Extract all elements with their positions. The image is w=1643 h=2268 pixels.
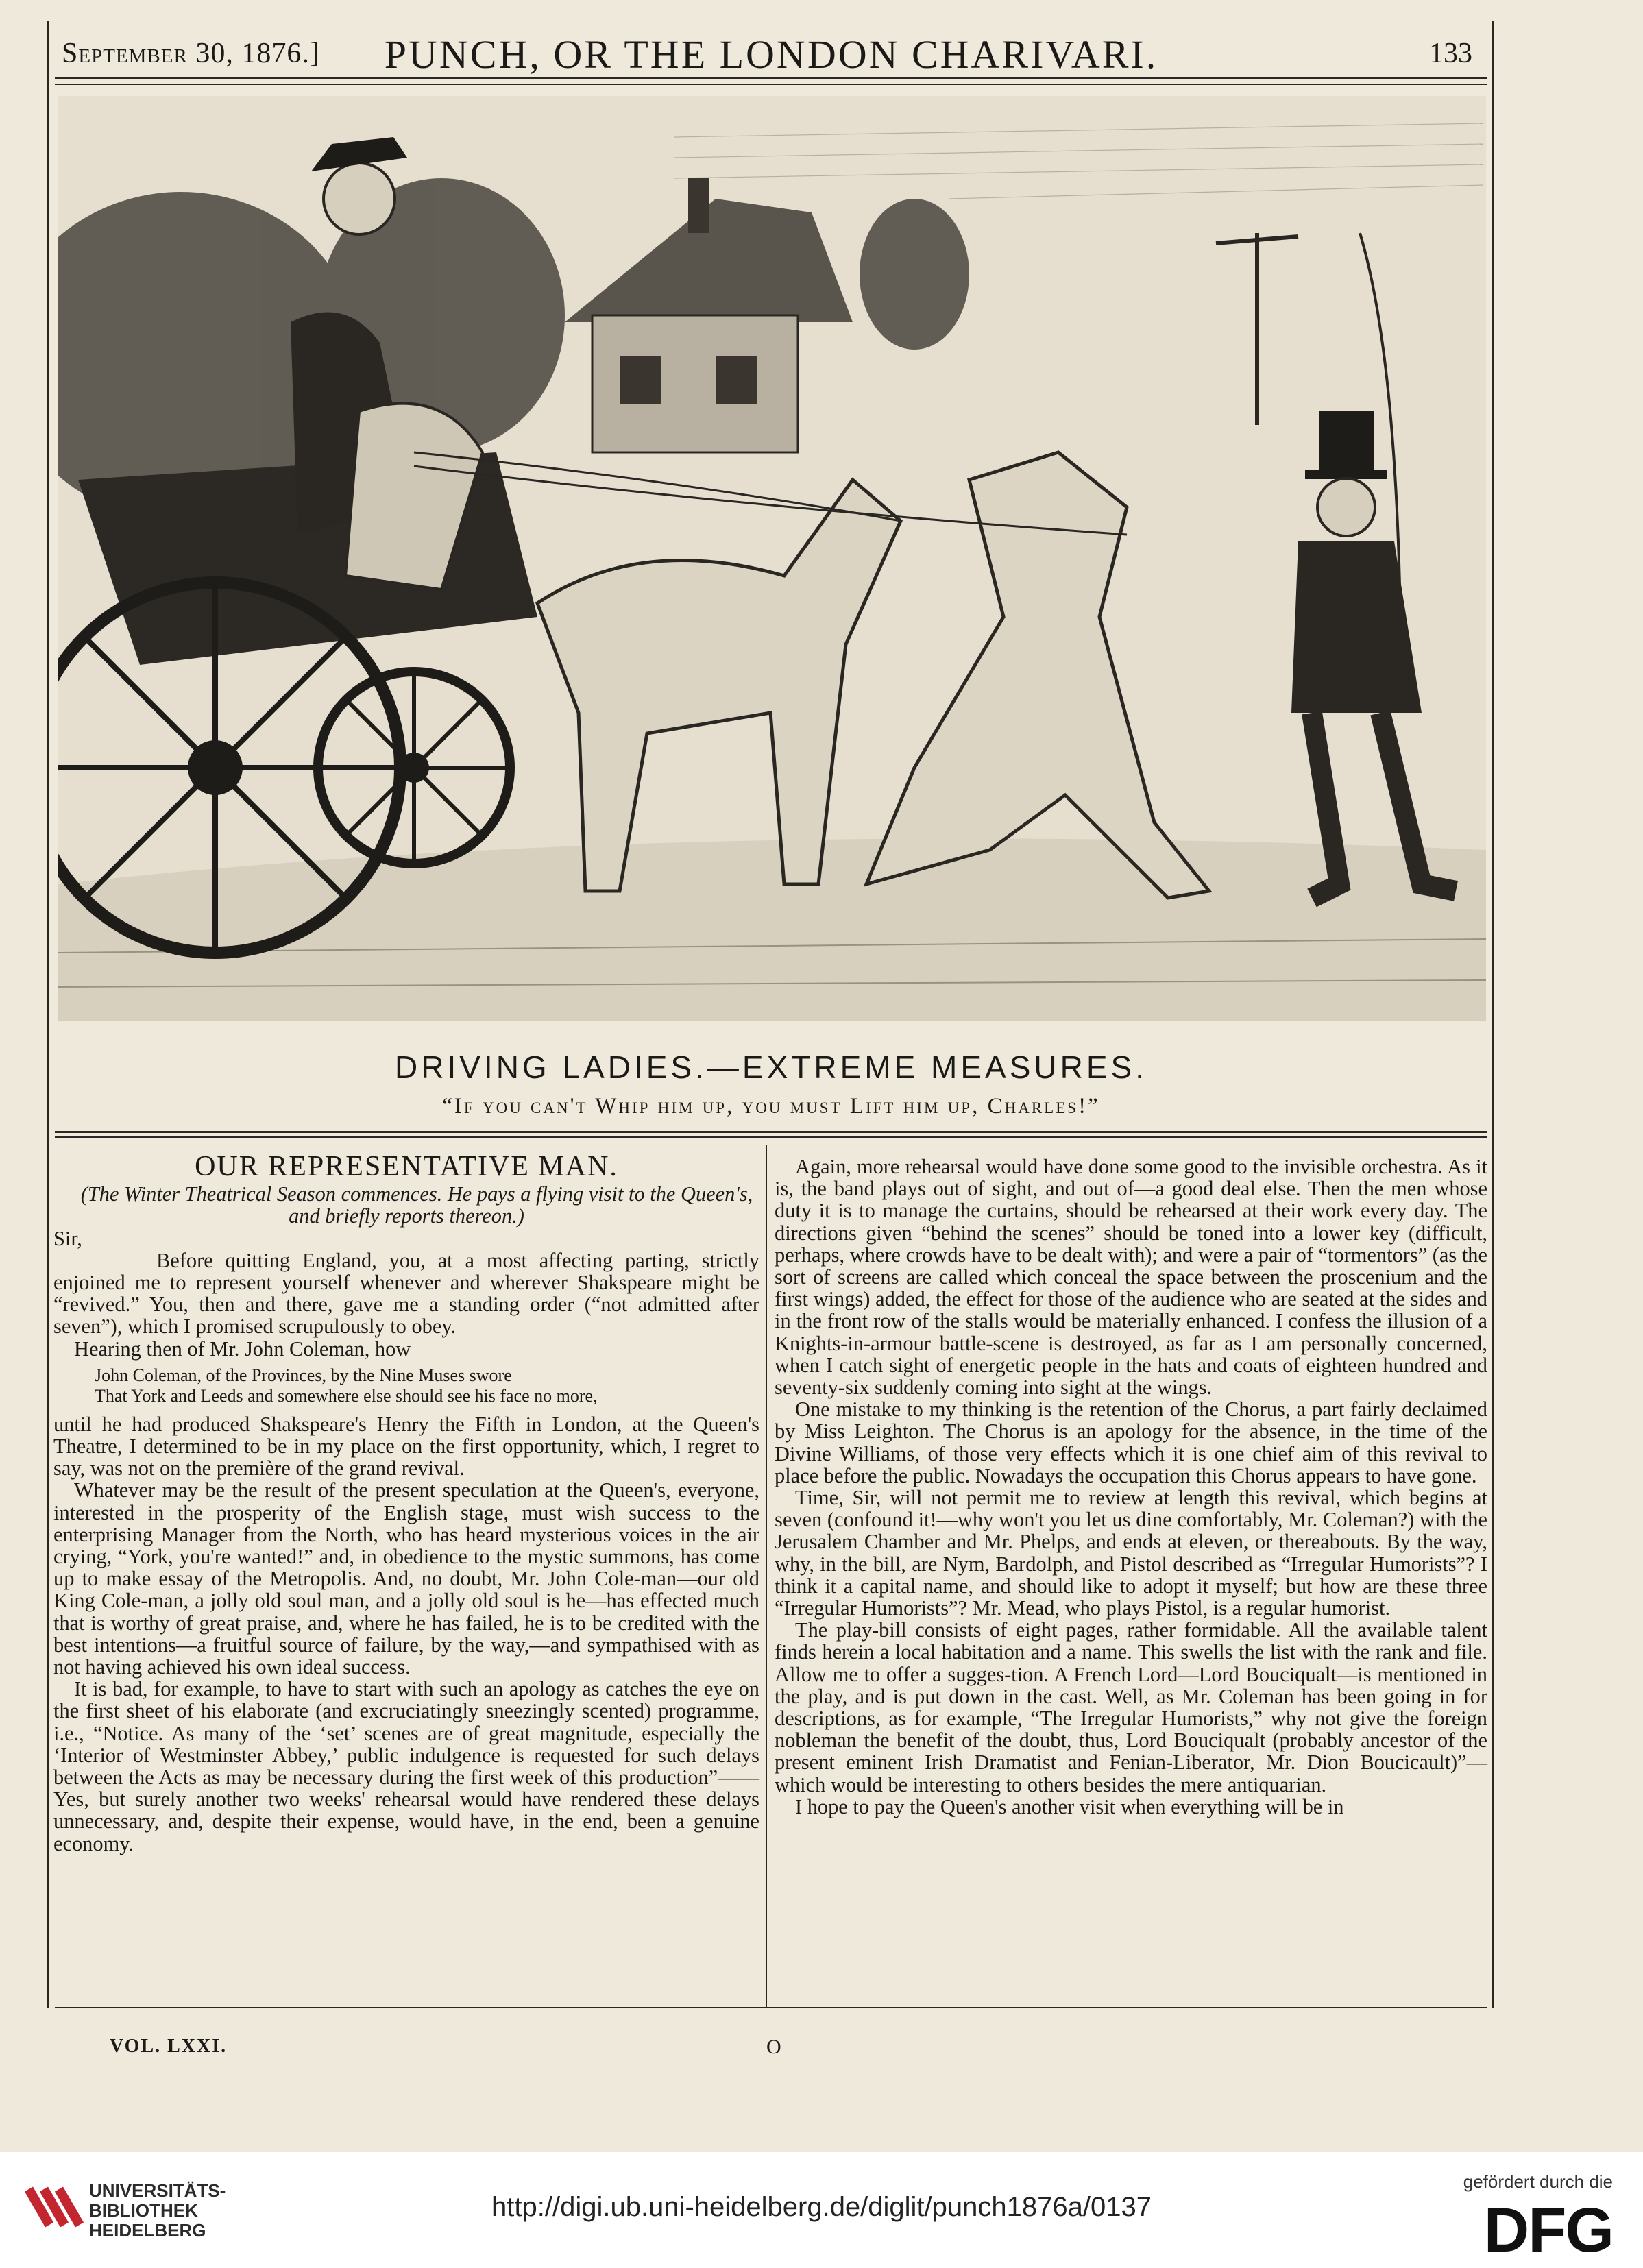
header-rule-top — [55, 77, 1487, 79]
page-frame-right — [1492, 21, 1494, 2008]
digitization-footer — [0, 2152, 1643, 2268]
header-date: September 30, 1876.] — [62, 38, 320, 69]
article-paragraph: The play-bill consists of eight pages, rather formidable. All the available talent finds herein a local habitation and a name. This swells the list with the rank and file. Allow me to offer a sugges-tion. A French Lord—Lord Bouciqualt—is mentioned in the play, and is put down in the cast. Well, as Mr. Coleman has been going in for descriptions, as for example, “The Irregular Humorists,” why not give the foreign nobleman the benefit of the doubt, thus, Lord Bouciqualt (probably ancestor of the present eminent Irish Dramatist and Fenian-Liberator, Mr. Dion Boucicault)”—which would be interesting to others besides the mere antiquarian. — [775, 1618, 1487, 1796]
article-paragraph: Hearing then of Mr. John Coleman, how — [74, 1337, 411, 1361]
volume-label: VOL. LXXI. — [110, 2036, 228, 2057]
article-paragraph: I hope to pay the Queen's another visit when everything will be in — [795, 1794, 1344, 1818]
verse-line: John Coleman, of the Provinces, by the Nine Muses swore — [95, 1365, 512, 1385]
illustration-quote: “If you can't Whip him up, you must Lift him up, Charles!” — [442, 1094, 1100, 1119]
article-title: OUR REPRESENTATIVE MAN. — [195, 1151, 618, 1182]
article-column-left — [53, 1151, 759, 1855]
article-salutation: Sir, — [53, 1226, 82, 1250]
header-rule-bottom — [55, 84, 1487, 85]
verse-quote — [95, 1365, 759, 1406]
article-paragraph: Again, more rehearsal would have done some good to the invisible orchestra. As it is, the band plays out of sight, and out of—a good deal else. Then the men whose duty it is to manage the curtains, should be rehearsed at their work every day. The directions given “behind the scenes” should be toned into a lower key (difficult, perhaps, where crowds have to be dealt with); and were a pair of “tormentors” (as the sort of screens are called which conceal the space between the proscenium and the first wings) added, the effect for those of the audience who are seated at the sides and in the front row of the stalls would be materially enhanced. I confess the illusion of a Knights-in-armour battle-scene is destroyed, as far as I am personally concerned, when I catch sight of energetic people in the hats and coats of eighteen hundred and seventy-six suddenly coming into sight at the wings. — [775, 1155, 1487, 1400]
library-name-line: BIBLIOTHEK — [89, 2200, 198, 2221]
page-header — [55, 27, 1487, 75]
page-frame-left — [47, 21, 49, 2008]
column-divider — [766, 1145, 767, 2008]
verse-line: That York and Leeds and somewhere else should see his face no more, — [95, 1385, 598, 1406]
article-subtitle: (The Winter Theatrical Season commences. He pays a flying visit to the Queen's, and briefly reports thereon.) — [80, 1182, 753, 1228]
article-paragraph: Before quitting England, you, at a most affecting parting, strictly enjoined me to represent yourself whenever and wherever Shakspeare might be “revived.” You, then and there, gave me a standing order (“not admitted after seven”), which I promised scrupulously to obey. — [53, 1248, 759, 1339]
library-name-line: HEIDELBERG — [89, 2220, 206, 2241]
caption-rule-bottom — [55, 1136, 1487, 1138]
source-url-link[interactable]: http://digi.ub.uni-heidelberg.de/diglit/punch1876a/0137 — [491, 2192, 1152, 2222]
article-paragraph: It is bad, for example, to have to start with such an apology as catches the eye on the first sheet of his elaborate (and excruciatingly sneezingly scented) programme, i.e., “Notice. As many of the ‘set’ scenes are of great magnitude, especially the ‘Interior of Westminster Abbey,’ public indulgence is requested for such delays between the Acts as may be necessary during the first week of this production”—— Yes, but surely another two weeks' rehearsal would have rendered these delays unnecessary, and, despite their expense, would have, in the end, been a genuine economy. — [53, 1677, 759, 1855]
header-title: PUNCH, OR THE LONDON CHARIVARI. — [384, 32, 1158, 77]
caption-rule-top — [55, 1131, 1487, 1133]
funding-label: gefördert durch die — [1463, 2171, 1613, 2192]
footer-rule — [55, 2007, 1487, 2008]
header-page-number: 133 — [1429, 38, 1472, 69]
article-paragraph: Whatever may be the result of the present speculation at the Queen's, everyone, interested in the prosperity of the English stage, must wish success to the enterprising Manager from the North, who has heard mysterious voices in the air crying, “York, you're wanted!” and, in obedience to the mystic summons, has come up to make essay of the Metropolis. And, no doubt, Mr. John Cole-man—our old King Cole-man, a jolly old soul man, and a jolly old soul is he—has effected much that is worthy of great praise, and, where he has failed, he is to be credited with the best intentions—a fruitful source of failure, by the way,—and sympathised with as not having achieved his own ideal success. — [53, 1478, 759, 1679]
article-column-right — [775, 1156, 1487, 1818]
signature-mark: O — [766, 2036, 781, 2058]
library-name-line: UNIVERSITÄTS- — [89, 2180, 226, 2201]
article-paragraph: Time, Sir, will not permit me to review at length this revival, which begins at seven (confound it!—why won't you let us dine comfortably, Mr. Coleman?) with the Jerusalem Chamber and Mr. Phelps, and ends at eleven, or thereabouts. By the way, why, in the bill, are Nym, Bardolph, and Pistol described as “Irregular Humorists”? I think it a capital name, and should like to adopt it myself; but how are these three “Irregular Humorists”? Mr. Mead, who plays Pistol, is a regular humorist. — [775, 1486, 1487, 1620]
article-paragraph: One mistake to my thinking is the retention of the Chorus, a part fairly declaimed by Miss Leighton. The Chorus is an apology for the absence, in the time of the Divine Williams, of those very effects which it is one chief aim of this revival to place before the public. Nowadays the occupation this Chorus appears to have gone. — [775, 1398, 1487, 1487]
illustration-title: DRIVING LADIES.—EXTREME MEASURES. — [395, 1049, 1147, 1085]
illustration-engraving — [58, 96, 1486, 1021]
dfg-logo: DFG — [1483, 2195, 1613, 2265]
article-paragraph: until he had produced Shakspeare's Henry the Fifth in London, at the Queen's Theatre, I determined to be in my place on the first opportunity, which, I regret to say, was not on the première of the grand revival. — [53, 1412, 759, 1480]
